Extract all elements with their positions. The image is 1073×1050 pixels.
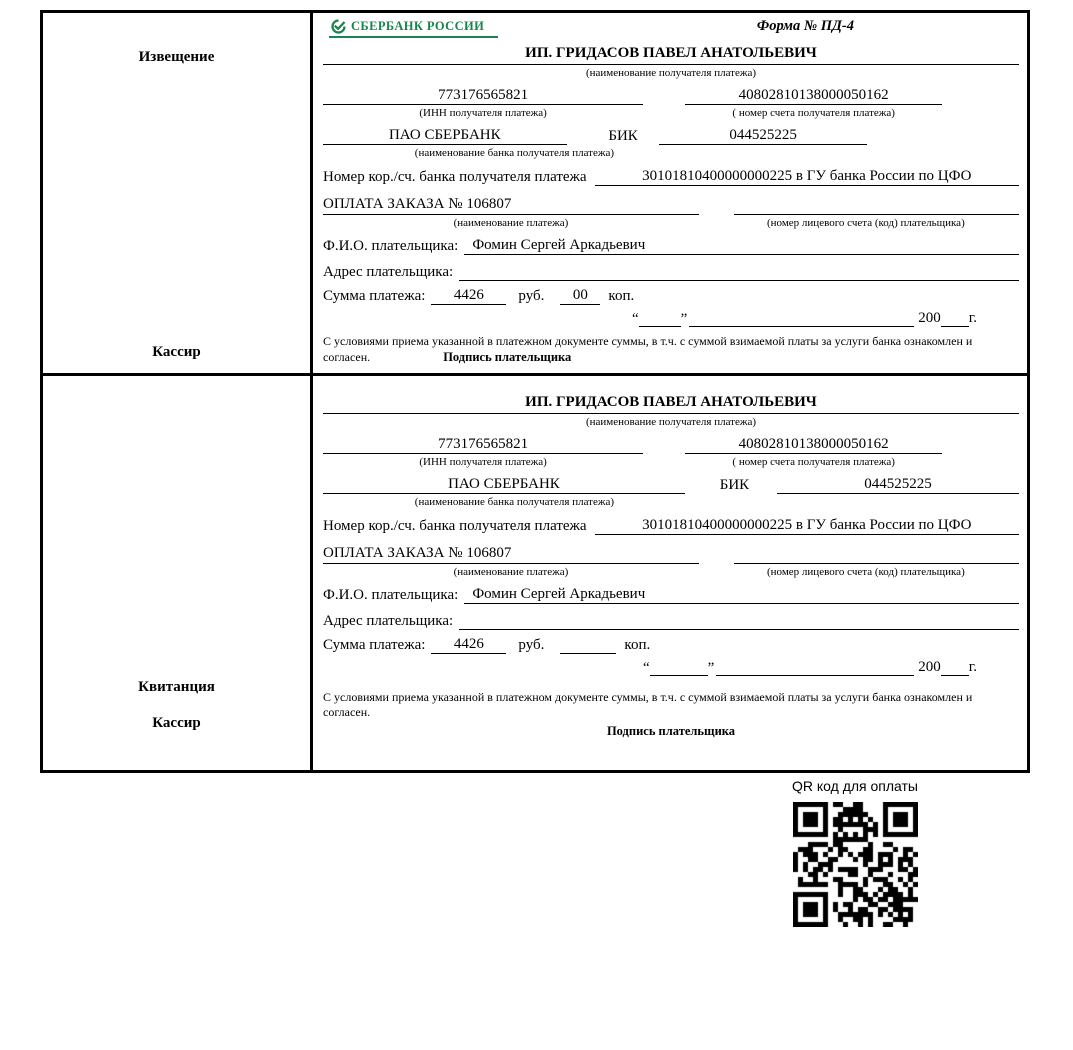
sum-kopecks-blank bbox=[560, 653, 616, 654]
account-value: 40802810138000050162 bbox=[685, 87, 943, 105]
date-row bbox=[323, 310, 1019, 327]
payer-name-row bbox=[323, 237, 1019, 255]
corr-account-value: 30101810400000000225 в ГУ банка России по ЦФО bbox=[595, 168, 1019, 186]
bik-value: 044525225 bbox=[659, 127, 868, 145]
sum-label: Сумма платежа: bbox=[323, 287, 426, 304]
bank-row bbox=[323, 476, 1019, 494]
bank-caption: (наименование банка получателя платежа) bbox=[414, 496, 615, 509]
receipt-section bbox=[43, 373, 1027, 770]
year-blank bbox=[941, 310, 969, 327]
pd4-form bbox=[40, 10, 1030, 773]
agreement-block bbox=[323, 690, 1019, 721]
order-number: 106807 bbox=[466, 195, 512, 212]
qr-code-image bbox=[793, 802, 918, 927]
year-blank bbox=[941, 659, 969, 676]
notice-section bbox=[43, 13, 1027, 373]
payer-name-row bbox=[323, 586, 1019, 604]
notice-label: Извещение bbox=[138, 49, 215, 65]
year-suffix: г. bbox=[968, 658, 977, 675]
sum-label: Сумма платежа: bbox=[323, 636, 426, 653]
purpose-caption: (наименование платежа) bbox=[453, 216, 569, 229]
signature-label: Подпись плательщика bbox=[443, 350, 572, 365]
notice-right-cell bbox=[313, 13, 1027, 373]
account-value: 40802810138000050162 bbox=[685, 436, 943, 454]
purpose-label: ОПЛАТА ЗАКАЗА № bbox=[323, 544, 463, 561]
sum-rubles-value: 4426 bbox=[431, 287, 506, 305]
agreement-text: С условиями приема указанной в платежном документе суммы, в т.ч. с суммой взимаемой платы за услуги банка ознакомлен и согласен. bbox=[323, 333, 973, 365]
payer-address-row bbox=[323, 610, 1019, 630]
payer-code-blank-line bbox=[734, 195, 1019, 215]
purpose-caption: (наименование платежа) bbox=[453, 565, 569, 578]
purpose-label: ОПЛАТА ЗАКАЗА № bbox=[323, 195, 463, 212]
quote-open: “ bbox=[631, 310, 639, 327]
corr-account-value: 30101810400000000225 в ГУ банка России по ЦФО bbox=[595, 517, 1019, 535]
inn-caption: (ИНН получателя платежа) bbox=[419, 455, 547, 468]
payer-address-blank-line bbox=[459, 610, 1019, 630]
agreement-block bbox=[323, 334, 1019, 366]
rubles-label: руб. bbox=[518, 287, 545, 304]
sberbank-icon bbox=[331, 19, 346, 34]
kopecks-label: коп. bbox=[624, 636, 651, 653]
inn-value: 773176565821 bbox=[323, 87, 643, 105]
inn-account-captions bbox=[323, 107, 1019, 120]
signature-label: Подпись плательщика bbox=[606, 723, 736, 738]
payer-code-caption: (номер лицевого счета (код) плательщика) bbox=[767, 216, 965, 229]
payment-purpose-row bbox=[323, 544, 1019, 564]
rubles-label: руб. bbox=[518, 636, 545, 653]
payer-address-blank-line bbox=[459, 261, 1019, 281]
date-day-blank bbox=[650, 659, 708, 676]
qr-label: QR код для оплаты bbox=[791, 778, 918, 794]
payer-name-value: Фомин Сергей Аркадьевич bbox=[464, 586, 1019, 604]
payment-purpose bbox=[323, 545, 699, 564]
agreement-text: С условиями приема указанной в платежном документе суммы, в т.ч. с суммой взимаемой платы за услуги банка ознакомлен и согласен. bbox=[323, 689, 973, 720]
bik-label: БИК bbox=[608, 128, 638, 145]
order-number: 106807 bbox=[466, 544, 512, 561]
date-row bbox=[323, 659, 1019, 676]
account-caption: ( номер счета получателя платежа) bbox=[732, 455, 895, 468]
year-prefix: 200 bbox=[918, 658, 941, 675]
bik-value: 044525225 bbox=[777, 476, 1019, 494]
purpose-captions-row bbox=[323, 217, 1019, 230]
payer-name-label: Ф.И.О. плательщика: bbox=[323, 586, 459, 603]
payer-address-label: Адрес плательщика: bbox=[323, 263, 454, 280]
date-month-blank bbox=[716, 659, 914, 676]
quote-close: ” bbox=[680, 310, 688, 327]
corr-account-label: Номер кор./сч. банка получателя платежа bbox=[323, 517, 587, 534]
form-number: Форма № ПД-4 bbox=[756, 18, 854, 34]
payer-code-blank-line bbox=[734, 544, 1019, 564]
inn-account-row bbox=[323, 436, 1019, 454]
receipt-left-cell bbox=[43, 376, 313, 770]
payment-purpose bbox=[323, 196, 699, 215]
receipt-right-cell bbox=[313, 376, 1027, 770]
recipient-caption: (наименование получателя платежа) bbox=[585, 67, 757, 79]
receipt-label: Квитанция bbox=[138, 679, 215, 695]
qr-block bbox=[780, 778, 930, 927]
cashier-label: Кассир bbox=[152, 715, 201, 731]
payer-address-label: Адрес плательщика: bbox=[323, 612, 454, 629]
inn-value: 773176565821 bbox=[323, 436, 643, 454]
payer-name-label: Ф.И.О. плательщика: bbox=[323, 237, 459, 254]
bank-name-value: ПАО СБЕРБАНК bbox=[323, 127, 567, 145]
notice-left-cell bbox=[43, 13, 313, 373]
payer-address-row bbox=[323, 261, 1019, 281]
inn-account-row bbox=[323, 87, 1019, 105]
account-caption: ( номер счета получателя платежа) bbox=[732, 106, 895, 119]
date-month-blank bbox=[689, 310, 914, 327]
notice-header-row bbox=[323, 18, 1019, 45]
recipient-name: ИП. ГРИДАСОВ ПАВЕЛ АНАТОЛЬЕВИЧ bbox=[323, 394, 1019, 414]
bank-caption: (наименование банка получателя платежа) bbox=[414, 147, 615, 160]
payment-sum-row bbox=[323, 287, 1019, 305]
payment-purpose-row bbox=[323, 195, 1019, 215]
payment-sum-row bbox=[323, 636, 1019, 654]
recipient-name: ИП. ГРИДАСОВ ПАВЕЛ АНАТОЛЬЕВИЧ bbox=[323, 45, 1019, 65]
kopecks-label: коп. bbox=[608, 287, 635, 304]
year-suffix: г. bbox=[968, 309, 977, 326]
quote-open: “ bbox=[642, 659, 650, 676]
bank-row bbox=[323, 127, 1019, 145]
sberbank-logo-text: СБЕРБАНК РОССИИ bbox=[351, 19, 485, 33]
cashier-label: Кассир bbox=[152, 344, 201, 360]
inn-account-captions bbox=[323, 456, 1019, 469]
date-day-blank bbox=[639, 310, 681, 327]
inn-caption: (ИНН получателя платежа) bbox=[419, 106, 547, 119]
corr-account-label: Номер кор./сч. банка получателя платежа bbox=[323, 168, 587, 185]
corr-account-row bbox=[323, 168, 1019, 186]
year-prefix: 200 bbox=[918, 309, 941, 326]
sum-kopecks-value: 00 bbox=[560, 287, 600, 305]
bik-label: БИК bbox=[719, 477, 750, 494]
quote-close: ” bbox=[707, 659, 715, 676]
corr-account-row bbox=[323, 517, 1019, 535]
purpose-captions-row bbox=[323, 566, 1019, 579]
payer-code-caption: (номер лицевого счета (код) плательщика) bbox=[767, 565, 965, 578]
payer-name-value: Фомин Сергей Аркадьевич bbox=[464, 237, 1019, 255]
sum-rubles-value: 4426 bbox=[431, 636, 506, 654]
recipient-caption: (наименование получателя платежа) bbox=[585, 416, 757, 428]
bank-name-value: ПАО СБЕРБАНК bbox=[323, 476, 685, 494]
sberbank-logo bbox=[329, 18, 498, 38]
